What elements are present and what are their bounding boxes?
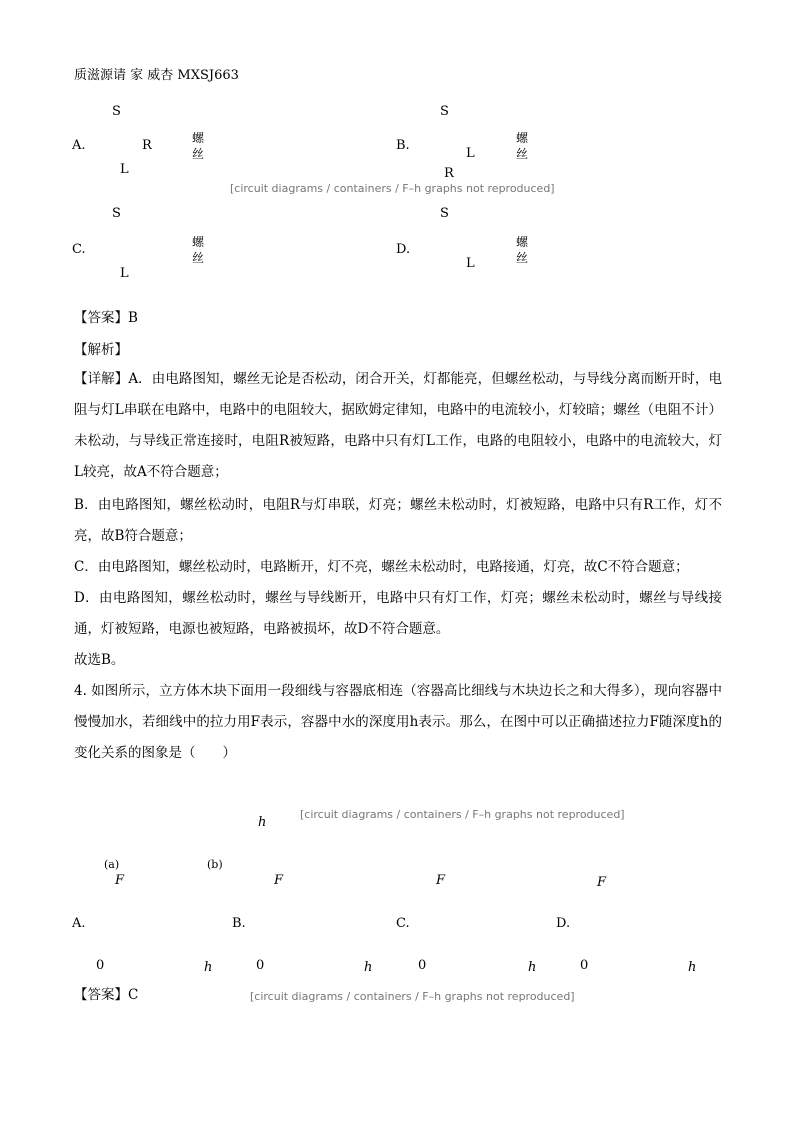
graph-a-letter: A. [72, 916, 86, 931]
option-b-screw-label: 螺丝 [516, 131, 529, 161]
graph-d-x-label: h [688, 960, 697, 975]
explanation-c: C．由电路图知，螺丝松动时，电路断开，灯不亮，螺丝未松动时，电路接通，灯亮，故C不符合题意； [74, 559, 689, 575]
graph-b-origin: 0 [256, 958, 265, 973]
graph-b-letter: B. [232, 916, 246, 931]
graph-a-y-label: F [115, 873, 125, 888]
answer-q4-value: C [128, 987, 139, 1003]
container-figure-note: [circuit diagrams / containers / F–h graphs not reproduced] [300, 808, 625, 821]
answer-q3-label: 【答案】 [74, 310, 128, 326]
analysis-label: 【解析】 [74, 342, 128, 358]
option-d-switch-label: S [440, 206, 449, 221]
option-a-screw-label: 螺丝 [192, 131, 205, 161]
explanation-b: B．由电路图知，螺丝松动时，电阻R与灯串联，灯亮；螺丝未松动时，灯被短路，电路中只有R工作，灯不亮，故B符合题意； [74, 497, 722, 544]
answer-q3 [74, 306, 138, 326]
option-d-screw-label: 螺丝 [516, 235, 529, 265]
option-b-letter: B. [396, 138, 410, 153]
option-a-letter: A. [72, 138, 86, 153]
option-c-screw-label: 螺丝 [192, 235, 205, 265]
graph-d-origin: 0 [580, 958, 589, 973]
graph-b-y-label: F [274, 873, 284, 888]
graph-c-letter: C. [396, 916, 410, 931]
depth-h-label: h [258, 815, 267, 830]
graph-a-origin: 0 [96, 958, 105, 973]
option-b-resistor-label: R [444, 166, 454, 181]
option-c-switch-label: S [112, 206, 121, 221]
explanation-a: 【详解】A．由电路图知，螺丝无论是否松动，闭合开关，灯都能亮，但螺丝松动，与导线分离而断开时，电阻与灯L串联在电路中，电路中的电阻较大，据欧姆定律知，电路中的电流较小，灯较暗；螺丝（电阻不计）未松动，与导线正常连接时，电阻R被短路，电路中只有灯L工作，电路的电阻较小，电路中的电流较大，灯L较亮，故A不符合题意； [74, 371, 722, 480]
option-d-letter: D. [396, 242, 411, 257]
answer-q4-label: 【答案】 [74, 987, 128, 1003]
graph-d-y-label: F [597, 875, 607, 890]
question-4-text: 4. 如图所示，立方体木块下面用一段细线与容器底相连（容器高比细线与木块边长之和大得多），现向容器中慢慢加水，若细线中的拉力用F表示，容器中水的深度用h表示。那么，在图中可以正确描述拉力F随深度h的变化关系的图象是（ ） [74, 683, 722, 761]
answer-q3-value: B [128, 310, 138, 326]
option-d-lamp-label: L [466, 256, 475, 271]
graphs-figure-note: [circuit diagrams / containers / F–h graphs not reproduced] [250, 990, 575, 1003]
page-header: 质滋源请 家 威杏 MXSJ663 [74, 68, 239, 83]
graph-d-letter: D. [556, 916, 571, 931]
explanation-d: D．由电路图知，螺丝松动时，螺丝与导线断开，电路中只有灯工作，灯亮；螺丝未松动时，螺丝与导线接通，灯被短路，电源也被短路，电路被损坏，故D不符合题意。 [74, 590, 722, 637]
option-a-lamp-label: L [120, 162, 129, 177]
graph-c-origin: 0 [418, 958, 427, 973]
circuit-figure-note: [circuit diagrams / containers / F–h graphs not reproduced] [230, 182, 555, 195]
option-b-lamp-label: L [466, 146, 475, 161]
graph-b-x-label: h [364, 960, 373, 975]
graph-c-x-label: h [528, 960, 537, 975]
graph-c-y-label: F [436, 873, 446, 888]
option-c-letter: C. [72, 242, 86, 257]
option-c-lamp-label: L [120, 266, 129, 281]
figure-b-caption: (b) [207, 858, 223, 871]
option-a-switch-label: S [112, 104, 121, 119]
option-a-resistor-label: R [142, 138, 152, 153]
answer-q4 [74, 983, 138, 1003]
graph-a-x-label: h [204, 960, 213, 975]
figure-a-caption: (a) [104, 858, 120, 871]
explanation-conclusion: 故选B。 [74, 652, 125, 668]
option-b-switch-label: S [440, 104, 449, 119]
